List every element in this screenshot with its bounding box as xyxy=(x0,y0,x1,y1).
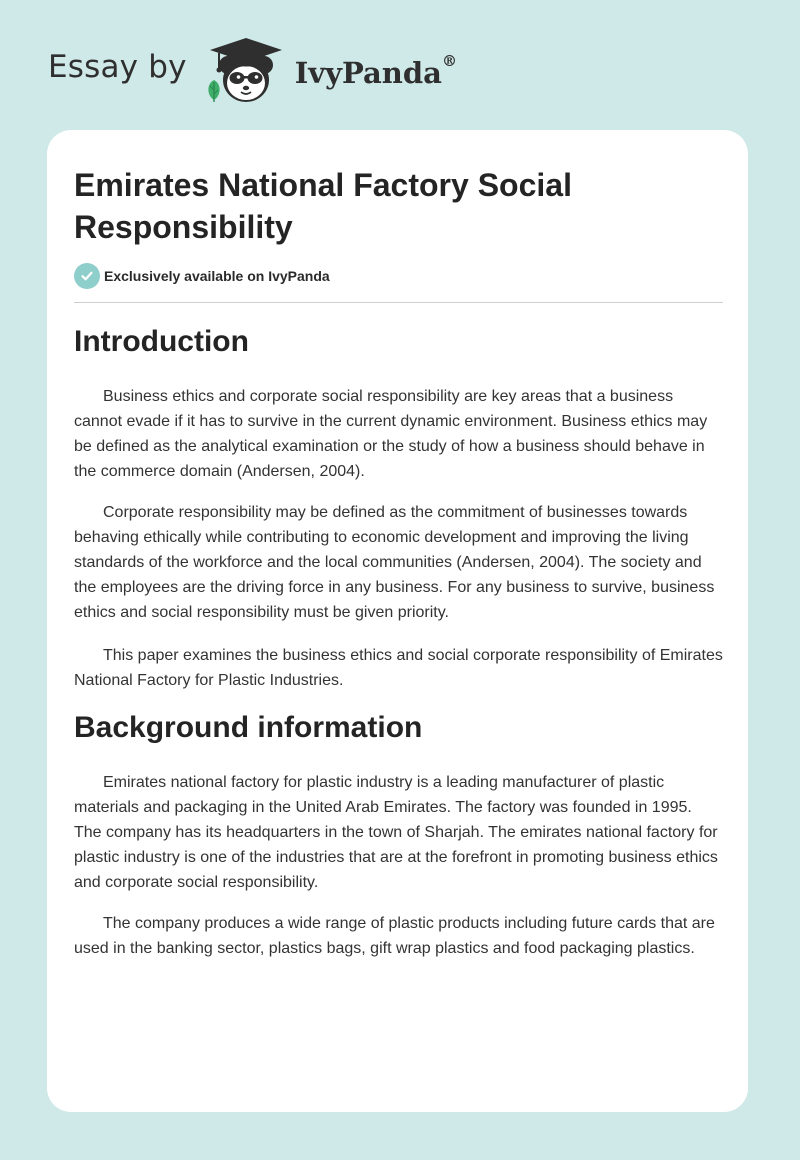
panda-graduate-logo-icon[interactable] xyxy=(201,30,291,110)
exclusive-badge-label: Exclusively available on IvyPanda xyxy=(104,268,330,284)
section-heading-introduction: Introduction xyxy=(74,325,249,358)
paragraph: This paper examines the business ethics and social corporate responsibility of Emirates National Factory for Plastic Industries. xyxy=(74,647,723,689)
essay-card xyxy=(47,130,748,1112)
paragraph: Emirates national factory for plastic industry is a leading manufacturer of plastic materials and packaging in the United Arab Emirates. The factory was founded in 1995. The company has its headquarters in the town of Sharjah. The emirates national factory for plastic industry is one of the industries that are at the forefront in promoting business ethics and corporate social responsibility. xyxy=(74,774,718,891)
paragraph: The company produces a wide range of plastic products including future cards that are used in the banking sector, plastics bags, gift wrap plastics and food packaging plastics. xyxy=(74,915,715,957)
paragraph: Corporate responsibility may be defined as the commitment of businesses towards behaving ethically while contributing to economic development and improving the living standards of the workforce and the local communities (Andersen, 2004). The society and the employees are the driving force in any business. For any business to survive, business ethics and social responsibility must be given priority. xyxy=(74,504,715,621)
section-heading-background: Background information xyxy=(74,711,423,744)
registered-mark: ® xyxy=(441,52,457,70)
check-circle-icon xyxy=(74,263,100,289)
exclusive-badge xyxy=(74,263,330,289)
paragraph: Business ethics and corporate social responsibility are key areas that a business cannot evade if it has to survive in the current dynamic environment. Business ethics may be defined as the analytical examination or the study of how a business should behave in the commerce domain (Andersen, 2004). xyxy=(74,388,708,480)
site-header xyxy=(48,30,457,110)
essay-title: Emirates National Factory Social Responsibility xyxy=(74,167,572,245)
ivypanda-brand-name[interactable] xyxy=(294,52,457,90)
title-divider xyxy=(74,302,723,303)
essay-by-label: Essay by xyxy=(48,49,187,85)
brand-name-text: IvyPanda xyxy=(294,56,442,90)
